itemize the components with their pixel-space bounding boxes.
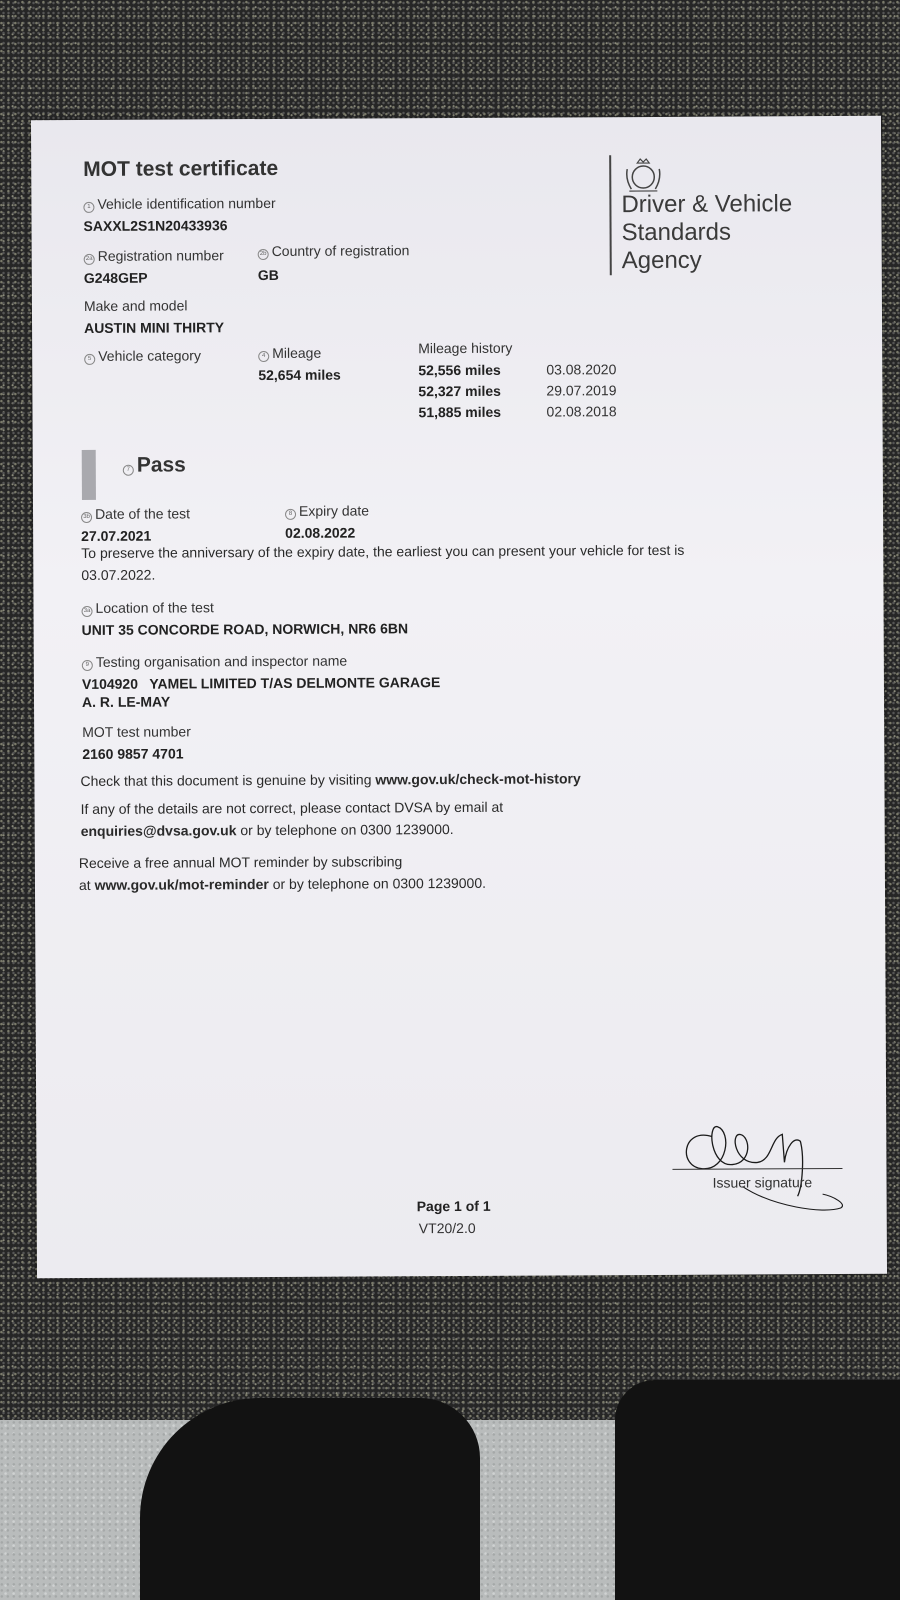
anniversary-note: To preserve the anniversary of the expiry date, the earliest you can present your vehicle for test is 03.07.2022.	[81, 541, 685, 583]
royal-crest-icon	[621, 155, 665, 195]
mileage-history-row: 52,327 miles 29.07.2019	[418, 382, 617, 400]
country-value: GB	[257, 266, 279, 284]
contact-email-link[interactable]: enquiries@dvsa.gov.uk	[80, 822, 237, 839]
vin-value: SAXXL2S1N20433936	[83, 217, 228, 234]
inspector-name: A. R. LE-MAY	[81, 693, 171, 710]
mot-reminder-link[interactable]: www.gov.uk/mot-reminder	[94, 875, 269, 893]
reminder-text: Receive a free annual MOT reminder by subscribing at www.gov.uk/mot-reminder or by telephone on 0300 1239000.	[78, 853, 487, 893]
make-model-label: Make and model	[83, 297, 188, 314]
vehicle-category-label: 5 Vehicle category	[84, 347, 201, 365]
agency-divider	[609, 155, 612, 275]
pass-indicator-bar	[82, 450, 96, 500]
expiry-date-label: 8 Expiry date	[285, 502, 369, 519]
contact-text: If any of the details are not correct, please contact DVSA by email at enquiries@dvsa.gov.uk or by telephone on 0300 1239000.	[80, 798, 504, 839]
handwritten-signature-icon	[672, 1096, 853, 1217]
test-number-label: MOT test number	[82, 723, 191, 740]
testing-org-label: 9 Testing organisation and inspector name	[82, 653, 347, 671]
expiry-date-value: 02.08.2022	[285, 524, 356, 541]
agency-name: Driver & Vehicle Standards Agency	[621, 190, 793, 275]
location-value: UNIT 35 CONCORDE ROAD, NORWICH, NR6 6BN	[81, 620, 409, 638]
mot-certificate-paper	[31, 116, 887, 1278]
test-number-value: 2160 9857 4701	[82, 745, 184, 762]
location-label: 3a Location of the test	[81, 599, 213, 617]
registration-value: G248GEP	[83, 269, 148, 286]
right-shoe	[615, 1380, 900, 1600]
form-code: VT20/2.0	[418, 1219, 476, 1237]
check-genuine-text: Check that this document is genuine by visiting www.gov.uk/check-mot-history	[80, 770, 581, 789]
vin-label: 1 Vehicle identification number	[83, 195, 275, 213]
mileage-history-row: 52,556 miles 03.08.2020	[418, 361, 617, 379]
issuer-signature-label: Issuer signature	[712, 1174, 813, 1191]
test-date-label: 3b Date of the test	[81, 505, 190, 523]
make-model-value: AUSTIN MINI THIRTY	[84, 319, 225, 336]
left-shoe	[140, 1398, 480, 1600]
test-result: 7 Pass	[123, 453, 186, 477]
mileage-history-table	[418, 359, 616, 423]
testing-org-value: V104920 YAMEL LIMITED T/AS DELMONTE GARAGE	[81, 674, 441, 692]
check-mot-history-link[interactable]: www.gov.uk/check-mot-history	[375, 770, 581, 788]
country-label: 2b Country of registration	[258, 242, 410, 260]
mileage-history-row: 51,885 miles 02.08.2018	[418, 403, 617, 421]
mileage-history-label: Mileage history	[418, 339, 513, 357]
test-date-value: 27.07.2021	[81, 527, 152, 544]
certificate-title: MOT test certificate	[83, 156, 279, 181]
mileage-label: 4 Mileage	[258, 345, 321, 362]
mileage-value: 52,654 miles	[258, 366, 341, 384]
registration-label: 2a Registration number	[84, 247, 224, 265]
page-number: Page 1 of 1	[416, 1197, 491, 1215]
